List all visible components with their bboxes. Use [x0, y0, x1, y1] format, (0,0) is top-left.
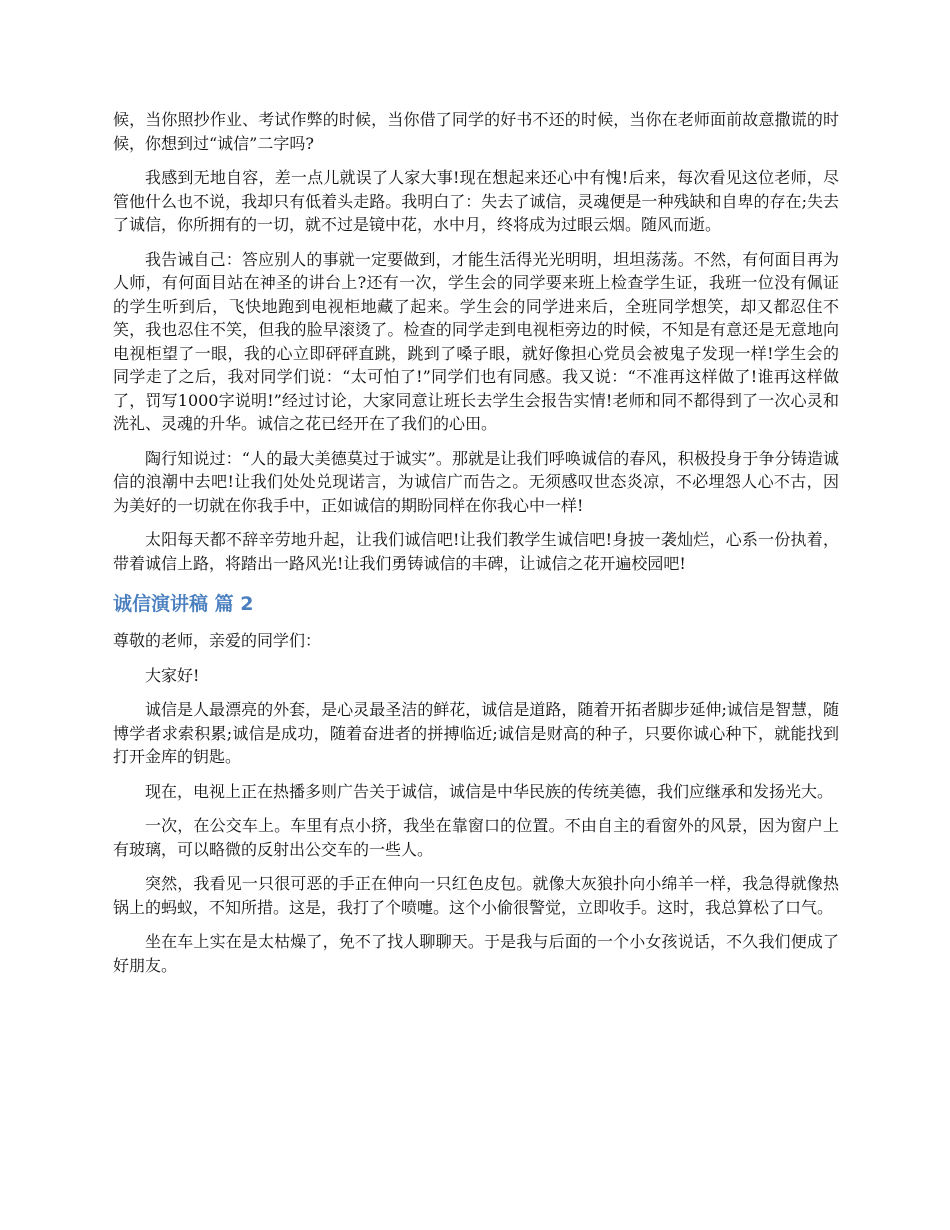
paragraph-6: 诚信是人最漂亮的外套，是心灵最圣洁的鲜花，诚信是道路，随着开拓者脚步延伸;诚信是智慧，随博学者求索积累;诚信是成功，随着奋进者的拼搏临近;诚信是财高的种子，只要你诚心种下，就能找到打开金库的钥匙。 — [113, 700, 839, 766]
salutation: 尊敬的老师，亲爱的同学们： — [113, 631, 322, 650]
greeting: 大家好! — [145, 665, 200, 685]
paragraph-3: 我告诫自己：答应别人的事就一定要做到，才能生活得光光明明，坦坦荡荡。不然，有何面目再为人师，有何面目站在神圣的讲台上?还有一次，学生会的同学要来班上检查学生证，我班一位没有佩证的学生听到后，飞快地跑到电视柜地藏了起来。学生会的同学进来后，全班同学想笑，却又都忍住不笑，我也忍住不笑，但我的脸早滚烫了。检查的同学走到电视柜旁边的时候，不知是有意还是无意地向电视柜望了一眼，我的心立即砰砰直跳，跳到了嗓子眼，就好像担心党员会被鬼子发现一样!学生会的同学走了之后，我对同学们说：“太可怕了!”同学们也有同感。我又说：“不准再这样做了!谁再这样做了，罚写1000字说明!”经过讨论，大家同意让班长去学生会报告实情!老师和同不都得到了一次心灵和洗礼、灵魂的升华。诚信之花已经开在了我们的心田。 — [113, 249, 839, 433]
paragraph-9: 突然，我看见一只很可恶的手正在伸向一只红色皮包。就像大灰狼扑向小绵羊一样，我急得就像热锅上的蚂蚁，不知所措。这是，我打了个喷嚏。这个小偷很警觉，立即收手。这时，我总算松了口气。 — [113, 874, 839, 917]
paragraph-8: 一次，在公交车上。车里有点小挤，我坐在靠窗口的位置。不由自主的看窗外的风景，因为窗户上有玻璃，可以略微的反射出公交车的一些人。 — [113, 816, 839, 859]
paragraph-5: 太阳每天都不辞辛劳地升起，让我们诚信吧!让我们教学生诚信吧!身披一袭灿烂，心系一份执着，带着诚信上路，将踏出一路风光!让我们勇铸诚信的丰碑，让诚信之花开遍校园吧! — [113, 530, 839, 573]
paragraph-10: 坐在车上实在是太枯燥了，免不了找人聊聊天。于是我与后面的一个小女孩说话，不久我们便成了好朋友。 — [113, 932, 839, 975]
paragraph-7: 现在，电视上正在热播多则广告关于诚信，诚信是中华民族的传统美德，我们应继承和发扬光大。 — [145, 781, 834, 801]
document-page — [113, 108, 839, 988]
paragraph-2: 我感到无地自容，差一点儿就误了人家大事!现在想起来还心中有愧!后来，每次看见这位老师，尽管他什么也不说，我却只有低着头走路。我明白了：失去了诚信，灵魂便是一种残缺和自卑的存在;失去了诚信，你所拥有的一切，就不过是镜中花，水中月，终将成为过眼云烟。随风而逝。 — [113, 168, 839, 234]
section-title: 诚信演讲稿 篇 2 — [113, 593, 254, 615]
paragraph-4: 陶行知说过：“人的最大美德莫过于诚实”。那就是让我们呼唤诚信的春风，积极投身于争分铸造诚信的浪潮中去吧!让我们处处兑现诺言，为诚信广而告之。无须感叹世态炎凉，不必埋怨人心不古，因为美好的一切就在你我手中，正如诚信的期盼同样在你我心中一样! — [113, 448, 839, 515]
paragraph-1: 候，当你照抄作业、考试作弊的时候，当你借了同学的好书不还的时候，当你在老师面前故意撒谎的时候，你想到过“诚信”二字吗? — [113, 110, 839, 153]
